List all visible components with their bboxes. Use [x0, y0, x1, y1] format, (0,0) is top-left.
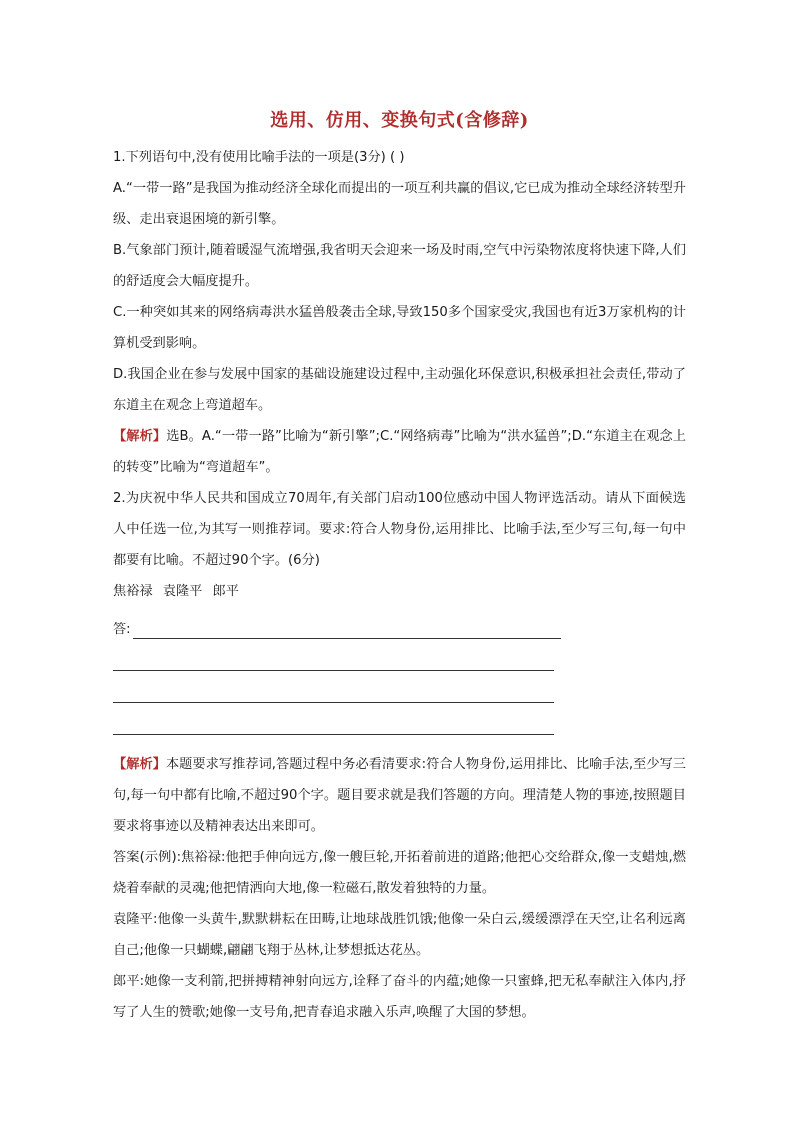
- sample-answer-yuan-longping: 袁隆平:他像一头黄牛,默默耕耘在田畴,让地球战胜饥饿;他像一朵白云,缓缓漂浮在天空,让名利远离自己;他像一只蝴蝶,翩翩飞翔于丛林,让梦想抵达花丛。: [113, 912, 686, 958]
- question-2-stem: 2.为庆祝中华人民共和国成立70周年,有关部门启动100位感动中国人物评选活动。请从下面候选人中任选一位,为其写一则推荐词。要求:符合人物身份,运用排比、比喻手法,至少写三句,每一句中都要有比喻。不超过90个字。(6分): [113, 491, 686, 568]
- analysis-label: 【解析】: [113, 757, 166, 772]
- candidate-list: 焦裕禄 袁隆平 郎平: [113, 584, 239, 599]
- answer-blank-line-3[interactable]: [113, 703, 686, 735]
- answer-label: 答:: [113, 622, 131, 637]
- question-1-stem: 1.下列语句中,没有使用比喻手法的一项是(3分) ( ): [113, 150, 405, 165]
- sample-answer-lang-ping: 郎平:她像一支利箭,把拼搏精神射向远方,诠释了奋斗的内蕴;她像一只蜜蜂,把无私奉献注入体内,抒写了人生的赞歌;她像一支号角,把青春追求融入乐声,唤醒了大国的梦想。: [113, 974, 686, 1020]
- answer-blank-line-1[interactable]: [113, 639, 686, 671]
- question-1-option-a: A.“一带一路”是我国为推动经济全球化而提出的一项互利共赢的倡议,它已成为推动全球经济转型升级、走出衰退困境的新引擎。: [113, 181, 686, 227]
- sample-answer-jiao-yulu: 答案(示例):焦裕禄:他把手伸向远方,像一艘巨轮,开拓着前进的道路;他把心交给群众,像一支蜡烛,燃烧着奉献的灵魂;他把情洒向大地,像一粒磁石,散发着独特的力量。: [113, 850, 686, 896]
- answer-field[interactable]: [113, 607, 686, 639]
- question-1-analysis: [113, 421, 686, 483]
- document-title: 选用、仿用、变换句式(含修辞): [270, 110, 529, 131]
- analysis-label: 【解析】: [113, 429, 167, 444]
- analysis-text: 选B。A.“一带一路”比喻为“新引擎”;C.“网络病毒”比喻为“洪水猛兽”;D.“东道主在观念上的转变”比喻为“弯道超车”。: [113, 429, 686, 475]
- analysis-text: 本题要求写推荐词,答题过程中务必看清要求:符合人物身份,运用排比、比喻手法,至少写三句,每一句中都有比喻,不超过90个字。题目要求就是我们答题的方向。理清楚人物的事迹,按照题目要求将事迹以及精神表达出来即可。: [113, 757, 686, 834]
- question-1-option-b: B.气象部门预计,随着暖湿气流增强,我省明天会迎来一场及时雨,空气中污染物浓度将快速下降,人们的舒适度会大幅度提升。: [113, 243, 686, 289]
- question-1-option-c: C.一种突如其来的网络病毒洪水猛兽般袭击全球,导致150多个国家受灾,我国也有近3万家机构的计算机受到影响。: [113, 305, 686, 351]
- answer-line[interactable]: [133, 626, 561, 639]
- question-1-option-d: D.我国企业在参与发展中国家的基础设施建设过程中,主动强化环保意识,积极承担社会责任,带动了东道主在观念上弯道超车。: [113, 367, 686, 413]
- answer-blank-line-2[interactable]: [113, 671, 686, 703]
- document-page: [113, 96, 686, 1028]
- question-2-analysis: [113, 749, 686, 842]
